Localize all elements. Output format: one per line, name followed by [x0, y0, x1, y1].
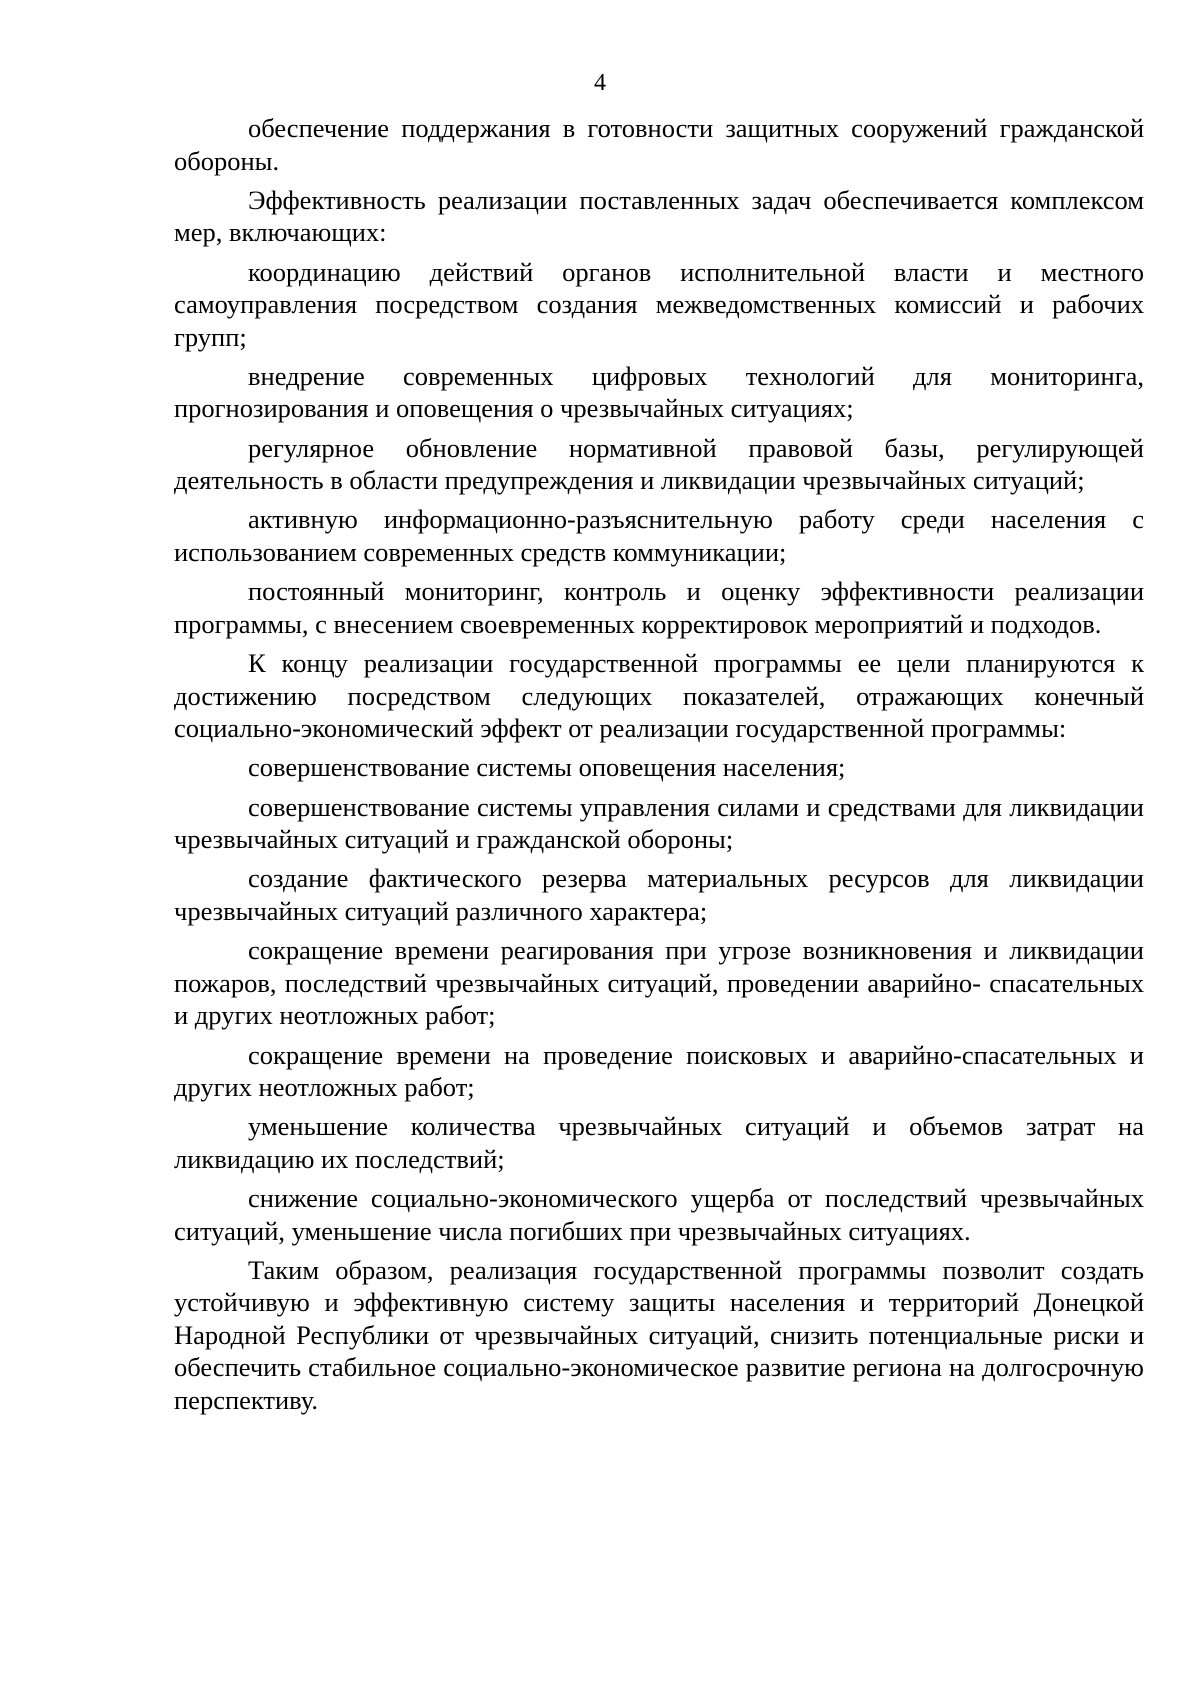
paragraph: координацию действий органов исполнительной власти и местного самоуправления посредством создания межведомственных комиссий и рабочих групп; [174, 256, 1144, 352]
paragraph: внедрение современных цифровых технологий для мониторинга, прогнозирования и оповещения о чрезвычайных ситуациях; [174, 360, 1144, 424]
paragraph: Таким образом, реализация государственной программы позволит создать устойчивую и эффективную систему защиты населения и территорий Донецкой Народной Республики от чрезвычайных ситуаций, снизить потенциальные риски и обеспечить стабильное социально-экономическое развитие региона на долгосрочную перспективу. [174, 1254, 1144, 1415]
paragraph: сокращение времени на проведение поисковых и аварийно-спасательных и других неотложных работ; [174, 1039, 1144, 1103]
paragraph: активную информационно-разъяснительную работу среди населения с использованием современных средств коммуникации; [174, 504, 1144, 567]
document-body [174, 112, 1144, 1423]
page-number: 4 [594, 70, 606, 96]
paragraph: сокращение времени реагирования при угрозе возникновения и ликвидации пожаров, последствий чрезвычайных ситуаций, проведении аварийно- спасательных и других неотложных работ; [174, 935, 1144, 1031]
paragraph: обеспечение поддержания в готовности защитных сооружений гражданской обороны. [174, 113, 1144, 176]
paragraph: снижение социально-экономического ущерба от последствий чрезвычайных ситуаций, уменьшение числа погибших при чрезвычайных ситуациях. [174, 1183, 1144, 1246]
paragraph: постоянный мониторинг, контроль и оценку эффективности реализации программы, с внесением своевременных корректировок мероприятий и подходов. [174, 576, 1144, 639]
paragraph: совершенствование системы оповещения населения; [248, 752, 846, 783]
paragraph: совершенствование системы управления силами и средствами для ликвидации чрезвычайных ситуаций и гражданской обороны; [174, 791, 1144, 855]
paragraph: Эффективность реализации поставленных задач обеспечивается комплексом мер, включающих: [174, 184, 1144, 248]
paragraph: создание фактического резерва материальных ресурсов для ликвидации чрезвычайных ситуаций различного характера; [174, 863, 1144, 926]
paragraph: регулярное обновление нормативной правовой базы, регулирующей деятельность в области предупреждения и ликвидации чрезвычайных ситуаций; [174, 432, 1144, 496]
paragraph: уменьшение количества чрезвычайных ситуаций и объемов затрат на ликвидацию их последствий; [174, 1111, 1144, 1174]
paragraph: К концу реализации государственной программы ее цели планируются к достижению посредством следующих показателей, отражающих конечный социально-экономический эффект от реализации государственной программы: [174, 648, 1144, 744]
